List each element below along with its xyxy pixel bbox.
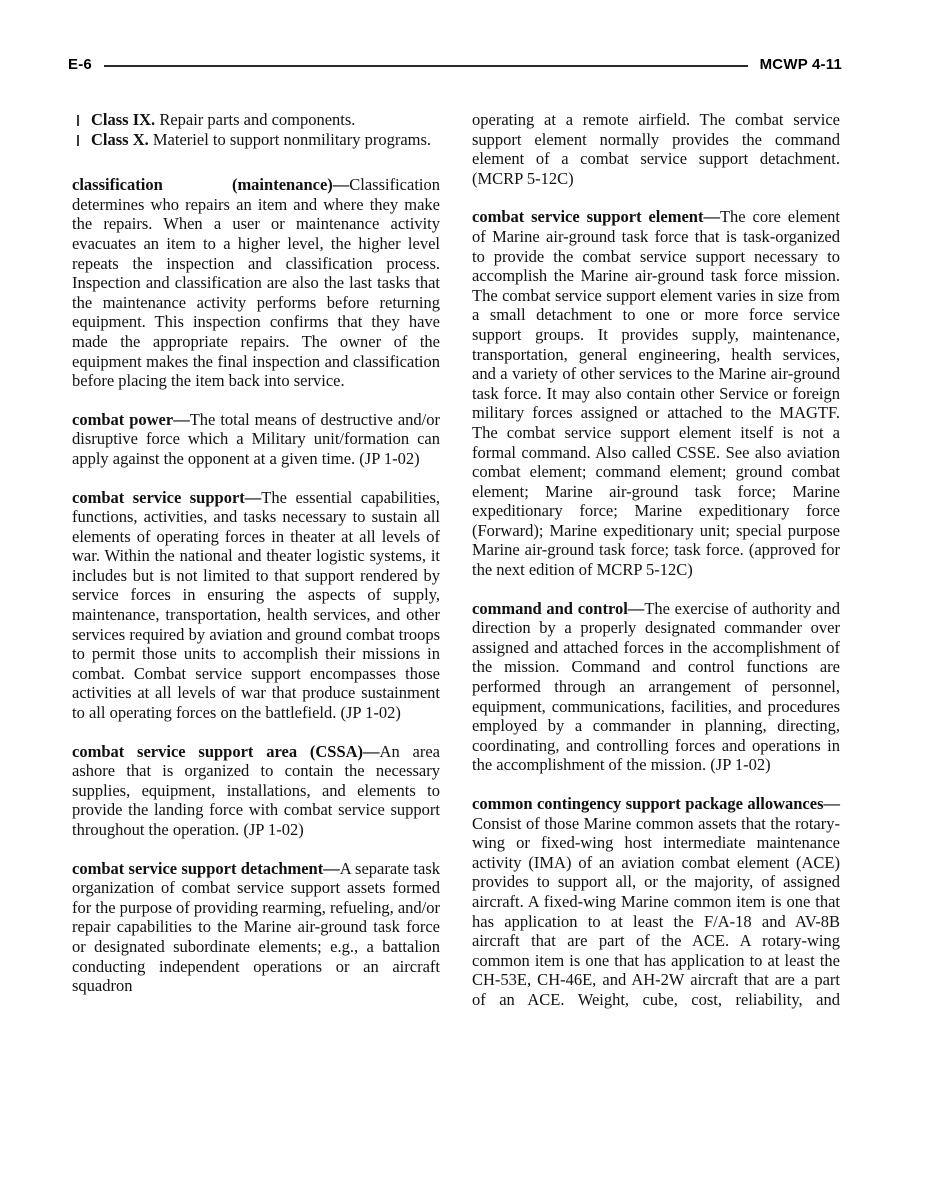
- page-number-label: E-6: [68, 56, 92, 73]
- list-term: Class IX.: [91, 110, 156, 129]
- entry-term: combat power—: [72, 409, 190, 429]
- continued-paragraph: operating at a remote airfield. The combat service support element normally provides the command element of a combat service support detachment. (MCRP 5-12C): [472, 110, 840, 188]
- entry-definition: The total means of destructive and/or disruptive force which a Military unit/formation can apply against the opponent at a given time. (JP 1-02): [72, 409, 440, 468]
- glossary-entry: [72, 175, 440, 391]
- list-item: [72, 110, 440, 130]
- left-column: [72, 110, 440, 1010]
- bullet-icon: [77, 135, 79, 146]
- supply-class-list: [72, 110, 440, 149]
- glossary-entry: [72, 410, 440, 469]
- list-item-text: [91, 130, 440, 150]
- glossary-entry: [72, 488, 440, 723]
- entry-term: combat service support—: [72, 487, 262, 507]
- list-item: [72, 130, 440, 150]
- glossary-entry: [72, 742, 440, 840]
- entry-term: classification (maintenance)—: [72, 175, 350, 195]
- entry-definition: An area ashore that is organized to contain the necessary supplies, equipment, installations, and elements to provide the landing force with combat service support throughout the operation. (JP 1-02): [72, 741, 440, 839]
- glossary-entry: [472, 794, 840, 1010]
- glossary-entry: [472, 207, 840, 579]
- list-definition: Repair parts and components.: [155, 110, 356, 129]
- entry-definition: Consist of those Marine common assets that the rotary-wing or fixed-wing host intermediate maintenance activity (IMA) of an aviation combat element (ACE) provides to support all, or the majority, of assigned aircraft. A fixed-wing Marine common item is one that has application to at least the F/A-18 and AV-8B aircraft that are part of the ACE. A rotary-wing common item is one that has application to at least the CH-53E, CH-46E, and AH-2W aircraft that are a part of an ACE. Weight, cube, cost, reliability, and: [472, 813, 840, 1009]
- entry-term: combat service support element—: [472, 207, 720, 227]
- entry-term: combat service support area (CSSA)—: [72, 741, 380, 761]
- list-item-text: [91, 110, 440, 130]
- header-rule: [104, 65, 748, 67]
- list-definition: Materiel to support nonmilitary programs.: [148, 129, 432, 149]
- entry-definition: A separate task organization of combat service support assets formed for the purpose of providing rearming, refueling, and/or repair capabilities to the Marine air-ground task force or designated subordinate elements; e.g., a battalion conducting independent operations or an aircraft squadron: [72, 858, 440, 996]
- bullet-icon: [77, 115, 79, 126]
- glossary-entry: [472, 599, 840, 775]
- entry-definition: The exercise of authority and direction by a properly designated commander over assigned and attached forces in the accomplishment of the mission. Command and control functions are performed through an arrangement of personnel, equipment, communications, facilities, and procedures employed by a commander in planning, directing, coordinating, and controlling forces and operations in the accomplishment of the mission. (JP 1-02): [472, 598, 841, 775]
- doc-number-label: MCWP 4-11: [759, 56, 842, 73]
- entry-term: command and control—: [472, 598, 645, 618]
- entry-definition: Classification determines who repairs an item and where they make the repairs. When a user or maintenance activity evacuates an item to a higher level, the higher level repeats the inspection and classification process. Inspection and classification are also the last tasks that the maintenance activity performs before returning equipment. This inspection confirms that they have made the appropriate repairs. The owner of the equipment makes the final inspection and classification before placing the item back into service.: [72, 175, 440, 391]
- running-header: [0, 0, 926, 73]
- right-column: [472, 110, 840, 1010]
- entry-definition: The essential capabilities, functions, activities, and tasks necessary to sustain all elements of operating forces in theater at all levels of war. Within the national and theater logistic systems, it includes but is not limited to that support rendered by service forces in ensuring the aspects of supply, maintenance, transportation, health services, and other services required by aviation and ground combat troops to permit those units to accomplish their missions in combat. Combat service support encompasses those activities at all levels of war that produce sustainment to all operating forces on the battlefield. (JP 1-02): [72, 487, 441, 723]
- glossary-entry: [72, 859, 440, 996]
- entry-definition: The core element of Marine air-ground task force that is task-organized to provide the combat service support necessary to accomplish the Marine air-ground task force mission. The combat service support element varies in size from a small detachment to one or more force service support groups. It provides supply, maintenance, transportation, general engineering, health services, and a variety of other services to the Marine air-ground task force. It may also contain other Service or foreign military forces assigned or attached to the MAGTF. The combat service support element itself is not a formal command. Also called CSSE. See also aviation combat element; command element; ground combat element; Marine air-ground task force; Marine expeditionary force; Marine expeditionary force (Forward); Marine expeditionary unit; special purpose Marine air-ground task force; task force. (approved for the next edition of MCRP 5-12C): [472, 207, 840, 580]
- list-term: Class X.: [91, 129, 149, 149]
- entry-term: combat service support detachment—: [72, 858, 340, 878]
- entry-term: common contingency support package allowances—: [472, 794, 840, 813]
- glossary-body: [0, 73, 926, 1010]
